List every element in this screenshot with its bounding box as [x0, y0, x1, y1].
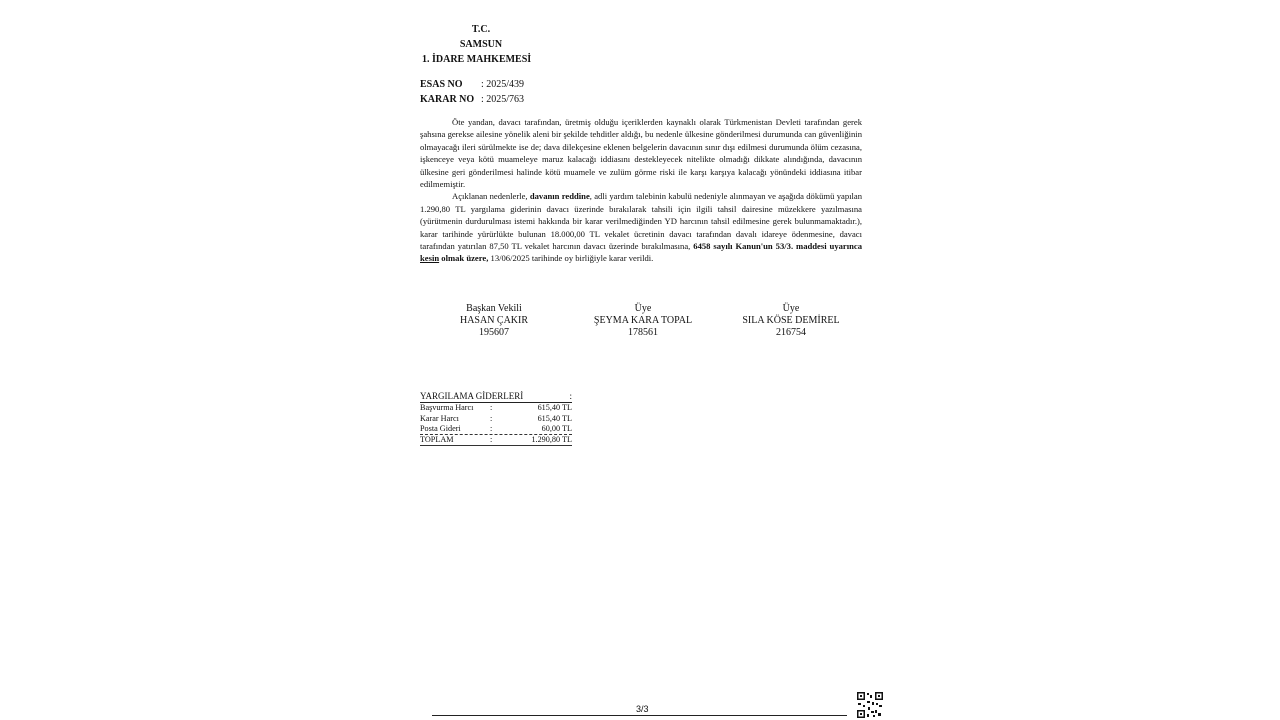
- signer-id: 195607: [479, 327, 509, 338]
- cost-name: Başvurma Harcı: [420, 403, 474, 413]
- page-number: 3/3: [636, 704, 649, 714]
- cost-value: 1.290,80 TL: [531, 435, 572, 445]
- p2-a: Açıklanan nedenlerle,: [452, 191, 528, 202]
- cost-name: Posta Gideri: [420, 423, 461, 433]
- footer-divider: [432, 715, 847, 716]
- table-row-total: [420, 435, 572, 446]
- signer-role: Başkan Vekili: [466, 303, 522, 314]
- signer-2: [563, 303, 723, 339]
- cost-value: 615,40 TL: [537, 403, 572, 413]
- signer-3: [711, 303, 871, 339]
- cost-value: 60,00 TL: [541, 423, 572, 433]
- cost-sep: :: [490, 423, 493, 433]
- signer-id: 216754: [776, 327, 806, 338]
- table-row: [420, 414, 572, 424]
- p2-g: 13/06/2025 tarihinde oy birliğiyle karar verildi.: [490, 253, 654, 264]
- paragraph-2: [420, 190, 862, 264]
- qr-code-icon: [857, 692, 883, 718]
- signer-id: 178561: [628, 327, 658, 338]
- signer-name: HASAN ÇAKIR: [459, 315, 529, 326]
- p2-d: 6458 sayılı Kanun'un 53/3. maddesi uyarınca: [693, 241, 863, 252]
- paragraph-1: Öte yandan, davacı tarafından, üretmiş olduğu içeriklerden kaynaklı olarak Türkmenistan Devleti tarafından gerek şahsına gerekse ailesine yönelik aleni bir şekilde tehditler aldığı, bu nedenle ülkesine gönderilmesi durumunda can güvenliğinin olmayacağı ileri sürülmekte ise de; dava dilekçesine eklenen belgelerin davacının sınır dışı edilmesi durumunda ölüm cezasına, işkenceye veya kötü muameleye maruz kalacağı iddiasını destekleyecek nitelikte olmadığı dikkate alındığında, davacının ülkesine geri gönderilmesi halinde kötü muamele ve zulüm görme riski ile karşı karşıya kalacağı yönündeki iddiasına itibar edilmemiştir.: [420, 117, 862, 190]
- table-row: [420, 424, 572, 435]
- costs-title: [420, 391, 572, 403]
- cost-sep: :: [490, 403, 493, 413]
- document-page: [420, 0, 862, 720]
- decision-body: [420, 116, 862, 265]
- signer-name: ŞEYMA KARA TOPAL: [593, 315, 693, 326]
- table-row: [420, 403, 572, 413]
- p2-b: davanın reddine: [529, 191, 590, 202]
- header-court-name: 1. İDARE MAHKEMESİ: [422, 54, 532, 65]
- esas-label: ESAS NO: [420, 79, 463, 90]
- signer-1: [414, 303, 574, 339]
- p2-f: olmak üzere,: [441, 253, 489, 264]
- karar-label: KARAR NO: [420, 94, 475, 105]
- header-city: SAMSUN: [459, 39, 503, 50]
- signer-role: Üye: [634, 303, 652, 314]
- karar-value: : 2025/763: [481, 94, 525, 105]
- header-tc: T.C.: [471, 24, 491, 35]
- esas-value: : 2025/439: [481, 79, 525, 90]
- p2-c: , adli yardım talebinin kabulü nedeniyle alınmayan ve aşağıda dökümü yapılan 1.290,80 TL yargılama giderinin davacı üzerinde bırakılarak tahsili için ilgili tahsil dairesine müzekkere yazılmasına (yürütmenin durdurulması istemi hakkında bir karar verilmediğinden YD harcının tahsil edilmesine gerek bulunmamaktadır.), karar tarihinde yürürlükte bulunan 18.000,00 TL vekalet ücretinin davacı tarafından davalı idareye ödenmesine, davacı tarafından yatırılan 87,50 TL vekalet harcının davacı üzerinde bırakılmasına,: [420, 191, 862, 252]
- cost-name: TOPLAM: [420, 435, 454, 445]
- costs-table: [420, 391, 572, 446]
- court-header: [420, 22, 542, 67]
- cost-sep: :: [490, 413, 493, 423]
- esas-row: [420, 77, 524, 92]
- cost-sep: :: [490, 435, 493, 445]
- p2-e: kesin: [420, 253, 440, 264]
- costs-title-colon: :: [569, 391, 572, 401]
- costs-title-text: YARGILAMA GİDERLERİ: [420, 391, 524, 401]
- cost-name: Karar Harcı: [420, 413, 459, 423]
- cost-value: 615,40 TL: [537, 413, 572, 423]
- signer-role: Üye: [782, 303, 800, 314]
- case-meta: [420, 77, 524, 107]
- signer-name: SILA KÖSE DEMİREL: [742, 315, 840, 326]
- karar-row: [420, 92, 524, 107]
